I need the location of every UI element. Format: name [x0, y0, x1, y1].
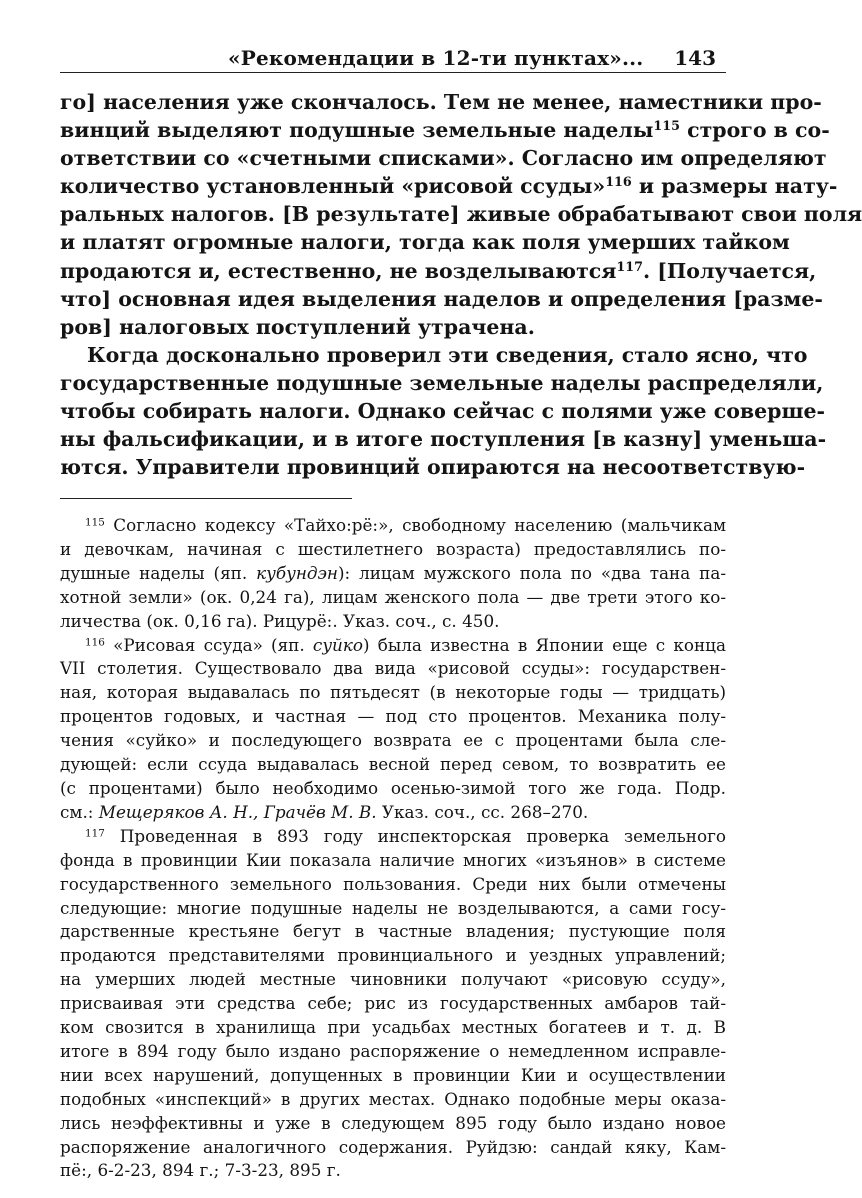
- text-line: государственного земельного пользования. Среди них были отмечены: [60, 873, 726, 894]
- text-segment: душные наделы (яп.: [60, 562, 257, 583]
- text-line: [60, 825, 726, 849]
- text-line: [60, 562, 726, 586]
- text-line: ответствии со «счетными списками». Согласно им определяют: [60, 146, 827, 171]
- footnote-116: [60, 634, 726, 825]
- text-line: Когда досконально проверил эти сведения, стало ясно, что: [87, 342, 808, 367]
- text-line: продаются представителями провинциального и уездных управлений;: [60, 945, 726, 966]
- text-line: VII столетия. Существовало два вида «рисовой ссуды»: государствен-: [60, 658, 726, 679]
- italic-authors: Мещеряков А. Н., Грачёв М. В.: [98, 801, 377, 822]
- text-line: [60, 801, 726, 825]
- text-line: личества (ок. 0,16 га). Рицурё:. Указ. соч., с. 450.: [60, 610, 500, 631]
- main-text: [60, 88, 862, 481]
- text-line: на умерших людей местные чиновники получают «рисовую ссуду»,: [60, 969, 726, 990]
- text-line: ров] налоговых поступлений утрачена.: [60, 314, 535, 339]
- running-title: «Рекомендации в 12-ти пунктах»...: [228, 46, 644, 70]
- text-segment: «Рисовая ссуда» (яп.: [104, 634, 313, 655]
- text-line: (с процентами) было необходимо осенью-зимой того же года. Подр.: [60, 777, 726, 798]
- paragraph: [60, 341, 827, 481]
- text-line: итоге в 894 году было издано распоряжение о немедленном исправле-: [60, 1040, 726, 1061]
- footnote-number: 117: [85, 827, 105, 840]
- text-segment: и размеры нату-: [631, 174, 838, 199]
- text-line: следующие: многие подушные наделы не возделываются, а сами госу-: [60, 897, 726, 918]
- text-line: [60, 172, 838, 200]
- text-segment: строго в со-: [679, 118, 830, 143]
- text-line: хотной земли» (ок. 0,24 га), лицам женского пола — две трети этого ко-: [60, 586, 726, 607]
- footnote-ref: 115: [653, 118, 680, 134]
- footnote-number: 116: [85, 635, 105, 648]
- text-line: нии всех нарушений, допущенных в провинции Кии и осуществлении: [60, 1064, 726, 1085]
- text-segment: см.:: [60, 801, 99, 822]
- paragraph: [60, 88, 862, 341]
- footnote-divider: [60, 498, 352, 499]
- text-line: [60, 257, 817, 285]
- text-line: и девочкам, начиная с шестилетнего возраста) предоставлялись по-: [60, 538, 726, 559]
- text-line: [60, 514, 726, 538]
- text-segment: Проведенная в 893 году инспекторская проверка земельного: [104, 825, 726, 846]
- text-line: чения «суйко» и последующего возврата ее с процентами была сле-: [60, 730, 726, 751]
- text-line: [60, 634, 726, 658]
- text-segment: Согласно кодексу «Тайхо:рё:», свободному населению (мальчикам: [104, 515, 726, 535]
- text-line: чтобы собирать налоги. Однако сейчас с полями уже соверше-: [60, 399, 826, 424]
- text-segment: винций выделяют подушные земельные наделы: [60, 118, 654, 143]
- text-line: подобных «инспекций» в других местах. Однако подобные меры оказа-: [60, 1088, 726, 1109]
- running-header: [60, 44, 726, 73]
- footnote-ref: 117: [616, 258, 643, 274]
- text-line: дующей: если ссуда выдавалась весной перед севом, то возвратить ее: [60, 754, 726, 775]
- text-line: дарственные крестьяне бегут в частные владения; пустующие поля: [60, 921, 726, 942]
- page-number: 143: [674, 46, 716, 70]
- text-line: процентов годовых, и частная — под сто процентов. Механика полу-: [60, 706, 726, 727]
- text-line: [60, 116, 830, 144]
- text-line: что] основная идея выделения наделов и определения [разме-: [60, 286, 823, 311]
- text-segment: . [Получается,: [642, 258, 817, 283]
- text-segment: количество установленный «рисовой ссуды»: [60, 174, 606, 199]
- text-segment: ): лицам мужского пола по «два тана па-: [337, 562, 727, 583]
- text-line: ны фальсификации, и в итоге поступления [в казну] уменьша-: [60, 427, 827, 452]
- text-line: ком свозится в хранилища при усадьбах местных богатеев и т. д. В: [60, 1017, 726, 1038]
- italic-term: суйко: [312, 634, 363, 655]
- text-segment: ) была известна в Японии еще с конца: [363, 634, 726, 655]
- text-line: присваивая эти средства себе; рис из государственных амбаров тай-: [60, 993, 726, 1014]
- text-line: пё:, 6-2-23, 894 г.; 7-3-23, 895 г.: [60, 1160, 341, 1181]
- text-line: го] населения уже скончалось. Тем не менее, наместники про-: [60, 90, 822, 114]
- text-line: ная, которая выдавалась по пятьдесят (в некоторые годы — тридцать): [60, 682, 726, 703]
- text-line: и платят огромные налоги, тогда как поля умерших тайком: [60, 230, 790, 255]
- text-line: лись неэффективны и уже в следующем 895 году было издано новое: [60, 1112, 726, 1133]
- footnote-number: 115: [85, 516, 105, 529]
- italic-term: кубундэн: [256, 562, 338, 583]
- text-line: распоряжение аналогичного содержания. Руйдзю: сандай кяку, Кам-: [60, 1136, 726, 1157]
- text-line: государственные подушные земельные наделы распределяли,: [60, 370, 824, 395]
- footnote-115: [60, 514, 726, 634]
- footnote-117: [60, 825, 726, 1184]
- text-line: ральных налогов. [В результате] живые обрабатывают свои поля: [60, 202, 862, 227]
- text-line: ются. Управители провинций опираются на несоответствую-: [60, 455, 806, 480]
- footnote-ref: 116: [605, 174, 632, 190]
- text-line: фонда в провинции Кии показала наличие многих «изъянов» в системе: [60, 849, 726, 870]
- text-segment: Указ. соч., сс. 268–270.: [376, 801, 589, 822]
- text-segment: продаются и, естественно, не возделываются: [60, 258, 617, 283]
- footnotes: [60, 514, 726, 1183]
